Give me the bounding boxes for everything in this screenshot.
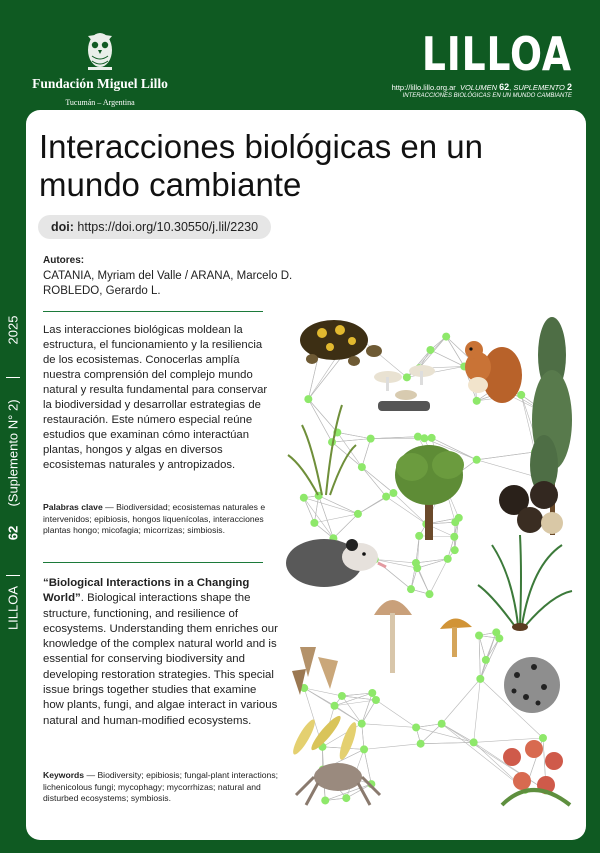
grass-plant-icon (288, 405, 356, 495)
network-node (331, 702, 339, 710)
abstract-spanish: Las interacciones biológicas moldean la estructura, el funcionamiento y la resiliencia de los ecosistemas. Conocerlas amplía nuestra comprensión del complejo mundo natural y resulta fundamental para conservar la biodiversidad y desarrollar estrategias de restauración. Este número especial reúne estudios que examinan cómo interactúan plantas, hongos y algas en diversos ecosistemas naturales y antropizados. (43, 324, 268, 471)
keywords-es-label: Palabras clave (43, 502, 103, 512)
network-edge (430, 559, 448, 594)
network-node (517, 391, 525, 399)
authors-list: CATANIA, Myriam del Valle / ARANA, Marcelo D. ROBLEDO, Gerardo L. (43, 270, 293, 297)
network-edge (362, 467, 394, 493)
lichen-icon (504, 657, 560, 713)
side-journal: LILLOA (5, 585, 21, 631)
network-edge (308, 399, 337, 432)
network-node (450, 533, 458, 541)
doi-badge[interactable] (38, 215, 271, 239)
network-node (426, 346, 434, 354)
network-node (358, 463, 366, 471)
network-edge (362, 724, 416, 728)
section-divider (43, 311, 263, 312)
crab-icon (296, 763, 380, 805)
network-edge (362, 467, 386, 496)
network-node (407, 585, 415, 593)
network-edge (304, 688, 342, 696)
network-node (342, 794, 350, 802)
doi-link[interactable]: https://doi.org/10.30550/j.lil/2230 (77, 220, 259, 234)
network-edge (314, 496, 318, 523)
supplement-number: 2 (566, 82, 572, 92)
network-node (539, 734, 547, 742)
network-node (473, 397, 481, 405)
foundation-location: Tucumán – Argentina (65, 98, 135, 107)
network-edge (419, 536, 454, 537)
network-edge (442, 679, 481, 724)
network-edge (319, 496, 334, 539)
keywords-spanish: Palabras clave — Biodiversidad; ecosistemas naturales e intervenidos; epibiosis, hongos liquenícolas, interacciones plantas hongo; micofagia; micorrizas; simbiosis. (43, 502, 266, 535)
opossum-icon (286, 539, 386, 587)
network-node (412, 723, 420, 731)
side-volume: 62 (5, 525, 21, 541)
side-separator (6, 377, 20, 378)
side-separator (6, 575, 20, 576)
network-edge (308, 399, 332, 442)
mushroom-icon (374, 600, 472, 673)
fern-icon (478, 535, 572, 631)
network-node (420, 434, 428, 442)
network-edge (421, 724, 442, 744)
network-node (300, 494, 308, 502)
foundation-name: Fundación Miguel Lillo (32, 76, 168, 91)
network-edge (417, 568, 429, 594)
network-node (372, 696, 380, 704)
network-node (367, 435, 375, 443)
network-edge (442, 724, 474, 743)
keywords-en-label: Keywords (43, 770, 85, 780)
squirrel-icon (465, 341, 522, 403)
journal-volume-line: http://lillo.lillo.org.ar VOLUMEN 62, SUPLEMENTO 2 (391, 82, 572, 92)
interaction-network-illustration (282, 305, 582, 825)
network-node (473, 456, 481, 464)
mushrooms-log-icon (374, 365, 435, 411)
journal-name: LILLOA (422, 27, 572, 81)
keywords-es-text: Biodiversidad; ecosistemas naturales e intervenidos; epibiosis, hongos liquenícolas, interacciones plantas hongo; micofagia; micorrizas; simbiosis. (43, 502, 266, 535)
article-title: Interacciones biológicas en un mundo cambiante (39, 128, 483, 203)
volume-number: 62 (499, 82, 510, 92)
journal-url[interactable]: http://lillo.lillo.org.ar (391, 83, 456, 92)
network-edge (304, 498, 334, 539)
network-node (417, 740, 425, 748)
network-edge (319, 496, 358, 514)
abstract-english (43, 576, 278, 729)
side-year: 2025 (5, 315, 21, 345)
network-edge (337, 432, 370, 438)
network-node (444, 555, 452, 563)
doi-label: doi: (51, 220, 74, 234)
turtle-icon (300, 320, 382, 366)
abstract-en-text: . Biological interactions shape the structure, functioning, and resilience of ecosystems. Understanding them enriches our knowledge of the complex natural world and is essential for conserving biodiversity and developing restoration strategies. This special issue brings together studies that examine how plants, fungi, and algae interact in various natural and human-modified ecosystems. (43, 592, 278, 727)
network-node (442, 333, 450, 341)
authors-label: Autores: (43, 255, 85, 266)
supplement-label: SUPLEMENTO (513, 83, 565, 92)
network-node (304, 395, 312, 403)
sundew-plant-icon (502, 740, 570, 805)
network-edge (417, 559, 447, 568)
shells-icon (292, 647, 338, 695)
network-edge (375, 559, 416, 563)
network-node (412, 559, 420, 567)
network-node (482, 656, 490, 664)
section-divider (43, 562, 263, 563)
owl-logo-icon (82, 26, 118, 72)
network-node (470, 738, 478, 746)
network-node (438, 720, 446, 728)
network-node (338, 692, 346, 700)
network-edge (362, 439, 371, 467)
keywords-en-text: Biodiversity; epibiosis; fungal-plant interactions; lichenicolous fungi; mycophagy; mycorrhizas; natural and disturbed ecosystems; symbiosis. (43, 770, 279, 803)
network-edge (477, 452, 535, 460)
network-edge (332, 439, 371, 442)
network-node (403, 373, 411, 381)
network-edge (479, 636, 480, 679)
article-panel (26, 110, 586, 840)
network-edge (474, 679, 481, 743)
foundation-brand (30, 26, 170, 107)
network-node (476, 675, 484, 683)
network-node (428, 434, 436, 442)
network-node (310, 519, 318, 527)
side-strip (0, 305, 26, 635)
network-node (455, 514, 463, 522)
network-node (475, 632, 483, 640)
network-node (382, 493, 390, 501)
network-node (368, 689, 376, 697)
journal-tagline: INTERACCIONES BIOLÓGICAS EN UN MUNDO CAMBIANTE (402, 93, 572, 99)
network-edge (304, 498, 358, 514)
network-node (492, 628, 500, 636)
network-edge (416, 559, 448, 563)
volume-label: VOLUMEN (459, 83, 498, 92)
network-node (451, 546, 459, 554)
network-node (321, 796, 329, 804)
network-edge (364, 744, 421, 750)
keywords-english: Keywords — Biodiversity; epibiosis; fungal-plant interactions; lichenicolous fungi; mycophagy; mycorrhizas; natural and disturbed ecosystems; symbiosis. (43, 770, 279, 803)
network-node (358, 720, 366, 728)
network-node (426, 590, 434, 598)
network-edge (376, 700, 416, 727)
network-node (389, 489, 397, 497)
network-node (415, 532, 423, 540)
network-edge (333, 514, 358, 538)
network-node (360, 745, 368, 753)
english-title: “Biological Interactions in a Changing World” (43, 577, 250, 605)
network-node (354, 510, 362, 518)
side-supplement: (Suplemento N° 2) (5, 399, 21, 507)
journal-header (389, 27, 572, 99)
diatoms-icon (290, 713, 360, 762)
